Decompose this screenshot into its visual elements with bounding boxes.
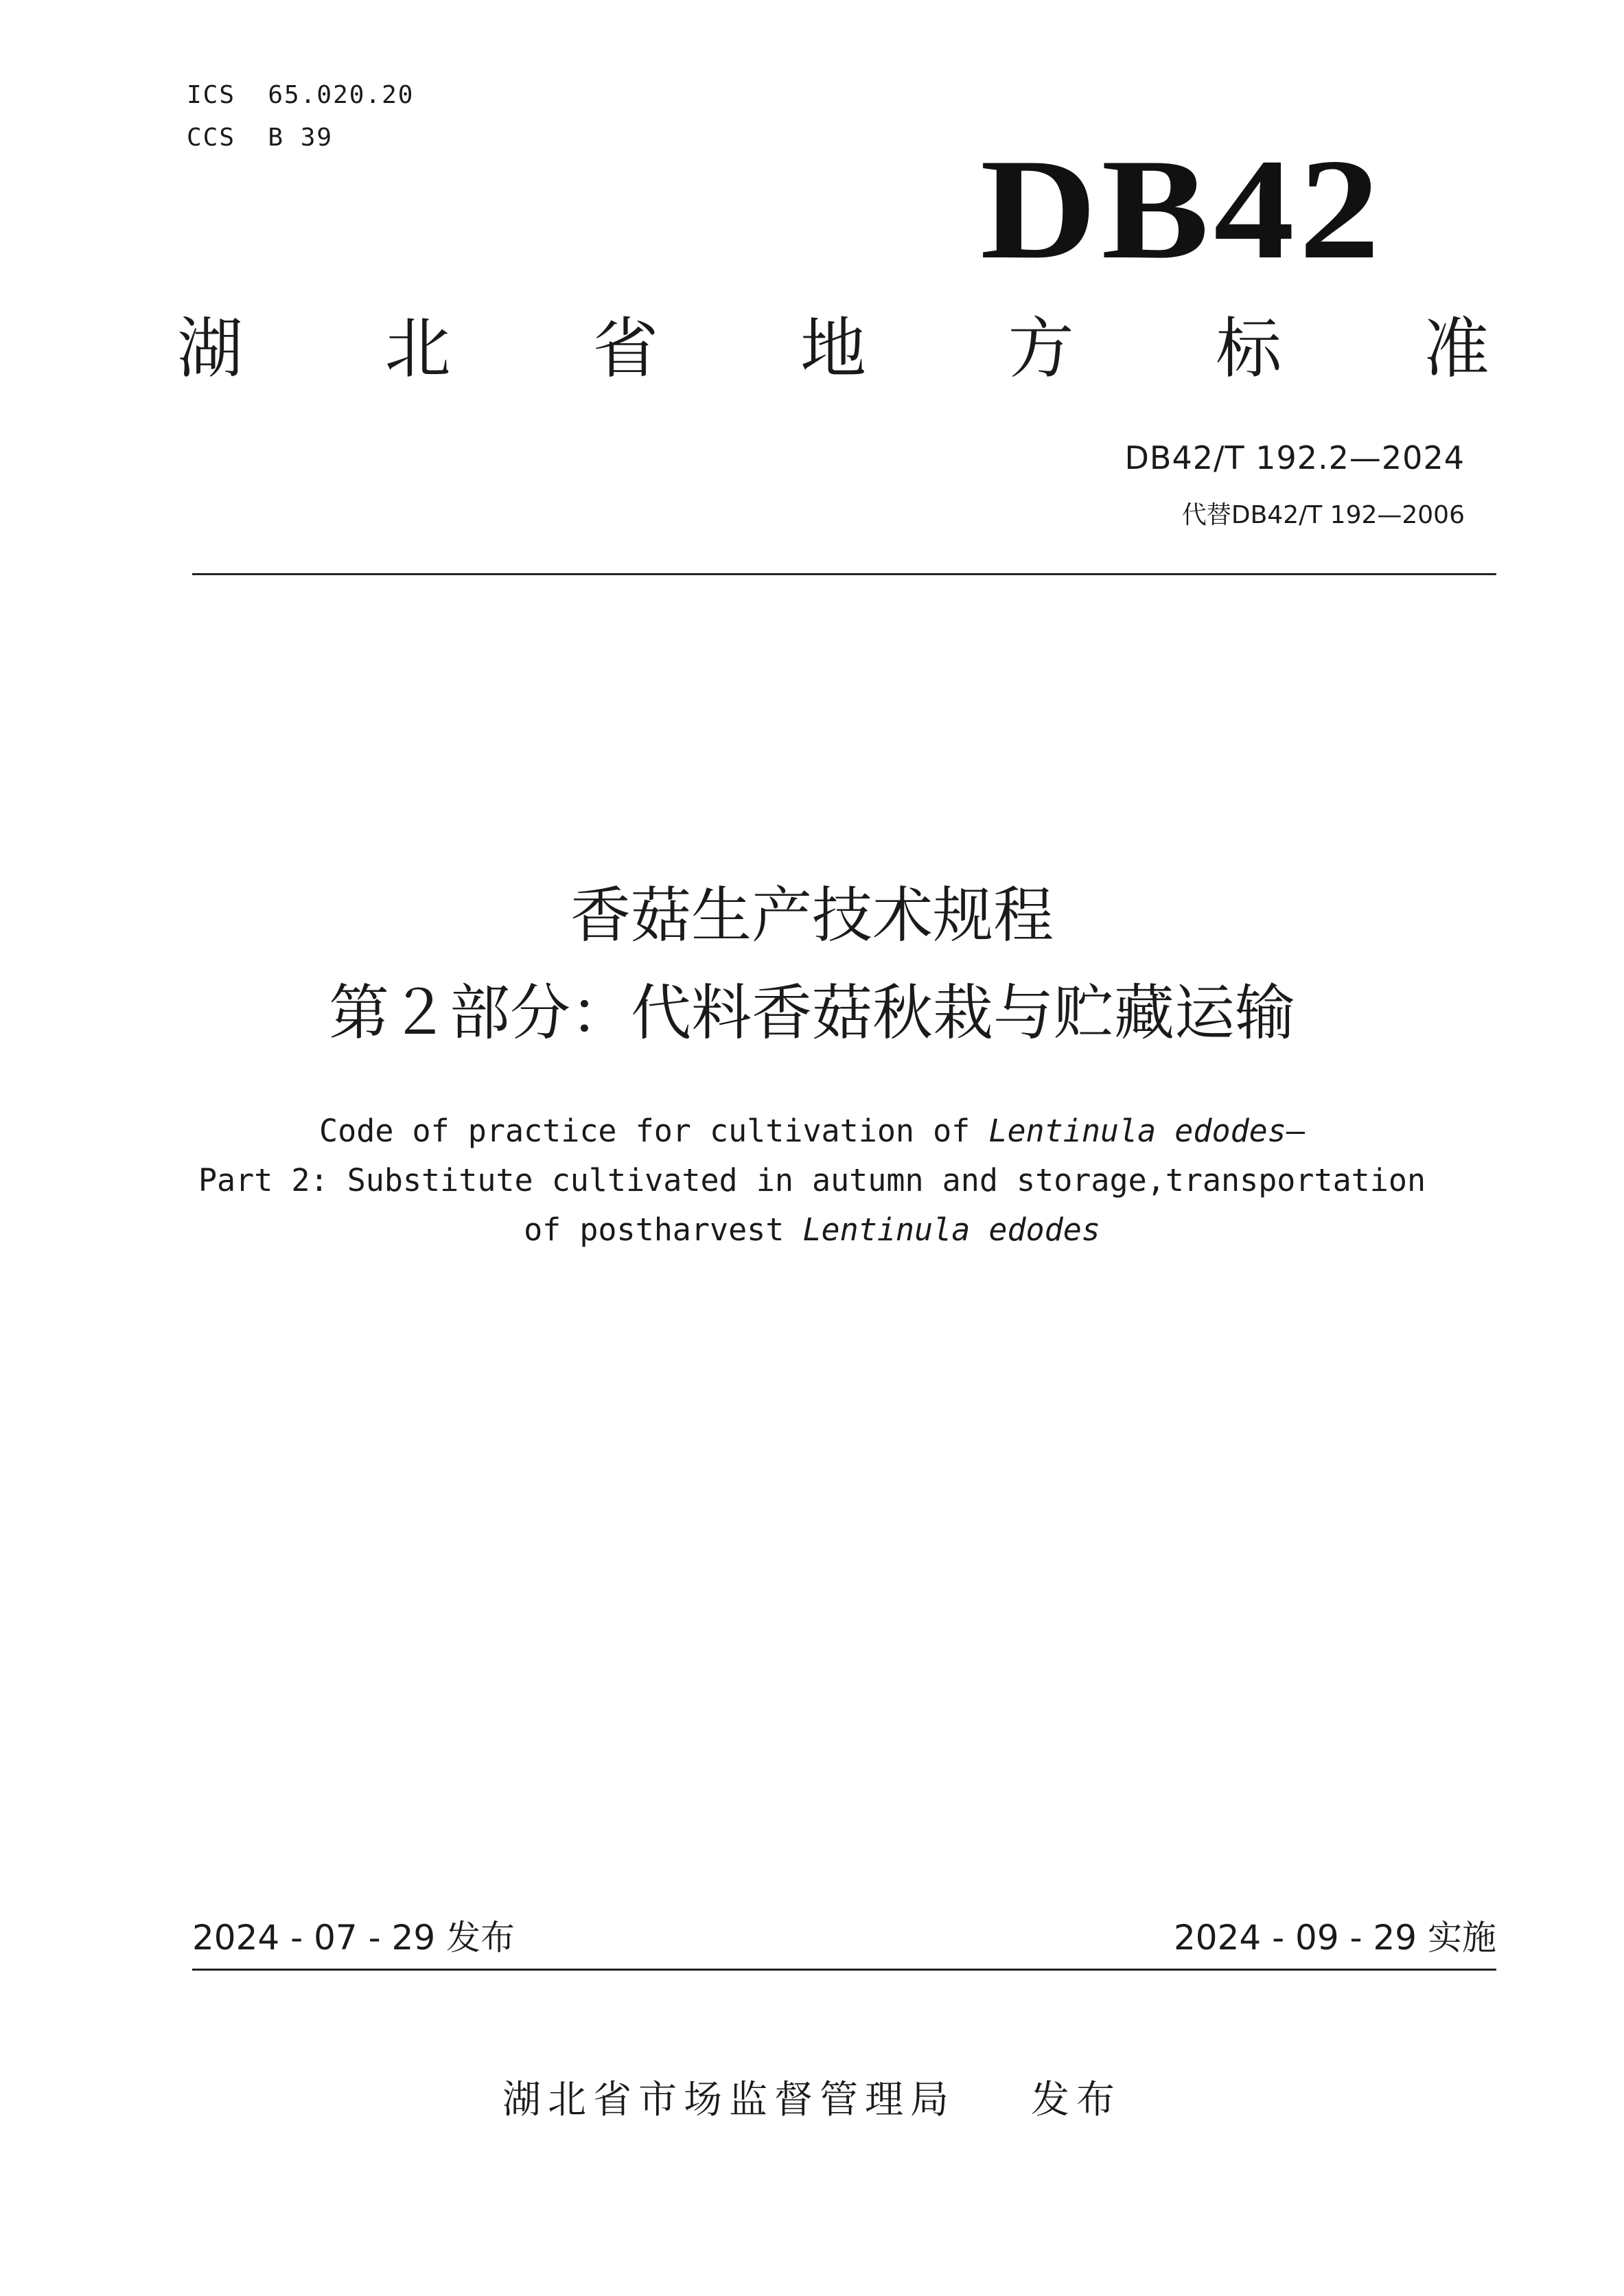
heading-char: 北 <box>384 310 451 387</box>
heading-char: 省 <box>592 310 659 387</box>
heading-char: 准 <box>1423 310 1489 387</box>
ccs-code: CCS B 39 <box>187 124 334 152</box>
species-name: Lentinula edodes <box>802 1211 1100 1248</box>
title-en-text: of postharvest <box>524 1211 803 1248</box>
standard-number: DB42/T 192.2—2024 <box>1124 439 1465 476</box>
title-en-dash: — <box>1286 1113 1305 1149</box>
issuer-name: 湖北省市场监督管理局 <box>502 2078 955 2122</box>
title-en-line-3 <box>0 1211 1624 1248</box>
species-name: Lentinula edodes <box>988 1113 1286 1149</box>
heading-char: 湖 <box>177 310 243 387</box>
header-divider <box>192 573 1496 575</box>
title-cn-part: 第２部分：代料香菇秋栽与贮藏运输 <box>328 977 1295 1048</box>
heading-char: 标 <box>1216 310 1282 387</box>
issuing-authority <box>0 2078 1624 2122</box>
title-en-line-1 <box>0 1113 1624 1149</box>
heading-char: 方 <box>1008 310 1074 387</box>
effective-date: 2024 - 09 - 29 实施 <box>1173 1918 1496 1958</box>
heading-char: 地 <box>800 310 866 387</box>
replaces-standard: 代替DB42/T 192—2006 <box>1181 501 1465 529</box>
db42-logo: DB42 <box>980 130 1384 289</box>
standard-type-heading <box>177 310 1489 387</box>
title-en-line-2: Part 2: Substitute cultivated in autumn and storage,transportation <box>198 1162 1426 1198</box>
issuer-action: 发布 <box>1031 2078 1122 2122</box>
publish-date: 2024 - 07 - 29 发布 <box>192 1918 515 1958</box>
title-en-text: Code of practice for cultivation of <box>319 1113 989 1149</box>
ics-code: ICS 65.020.20 <box>187 81 415 109</box>
title-cn-main: 香菇生产技术规程 <box>570 880 1054 951</box>
footer-divider <box>192 1969 1496 1971</box>
